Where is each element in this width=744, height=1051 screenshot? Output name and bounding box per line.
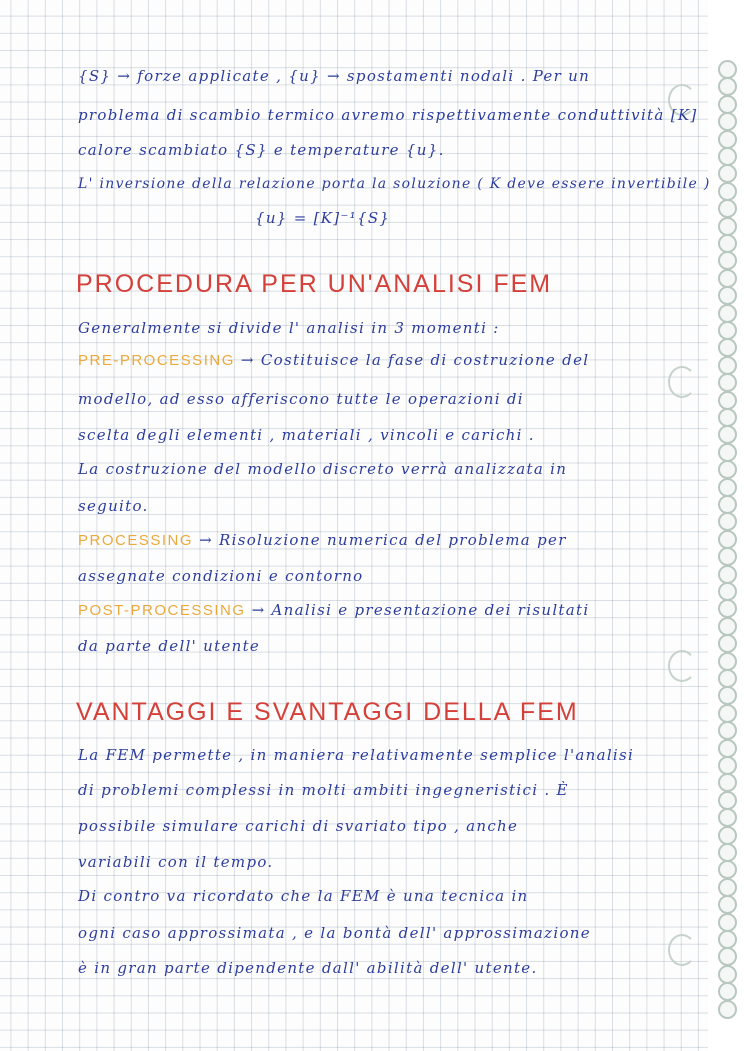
punch-hole — [718, 617, 737, 636]
punch-hole — [718, 356, 737, 375]
punch-hole — [718, 147, 737, 166]
processing-label: PROCESSING — [78, 532, 194, 549]
punch-hole — [718, 878, 737, 897]
punch-hole — [718, 930, 737, 949]
text-fragment: → Risoluzione numerica del problema per — [193, 531, 567, 549]
text-line: ogni caso approssimata , e la bontà dell' approssimazione — [78, 924, 591, 942]
punch-hole — [718, 182, 737, 201]
punch-hole — [718, 965, 737, 984]
punch-hole — [718, 652, 737, 671]
punch-hole — [718, 495, 737, 514]
ring-hole — [668, 366, 696, 398]
punch-hole — [718, 321, 737, 340]
post-processing-line — [78, 600, 589, 621]
punch-hole — [718, 1000, 737, 1019]
text-line: modello, ad esso afferiscono tutte le operazioni di — [78, 390, 524, 408]
punch-hole — [718, 60, 737, 79]
text-fragment: → Analisi e presentazione dei risultati — [245, 601, 590, 619]
punch-hole — [718, 95, 737, 114]
punch-hole — [718, 217, 737, 236]
punch-hole — [718, 565, 737, 584]
punch-hole — [718, 478, 737, 497]
pre-processing-line — [78, 350, 589, 371]
processing-line — [78, 530, 567, 551]
section-heading: VANTAGGI E SVANTAGGI DELLA FEM — [76, 698, 579, 726]
text-line: assegnate condizioni e contorno — [78, 567, 364, 585]
text-line: La costruzione del modello discreto verrà analizzata in — [78, 460, 568, 478]
punch-hole — [718, 669, 737, 688]
text-line: L' inversione della relazione porta la soluzione ( K deve essere invertibile ) — [78, 176, 711, 192]
text-line: variabili con il tempo. — [78, 853, 274, 871]
punch-hole — [718, 843, 737, 862]
punch-hole — [718, 756, 737, 775]
text-line: {S} → forze applicate , {u} → spostamenti nodali . Per un — [78, 67, 591, 85]
text-fragment: → Costituisce la fase di costruzione del — [234, 351, 590, 369]
text-line: seguito. — [78, 497, 149, 515]
punch-hole — [718, 530, 737, 549]
text-line: calore scambiato {S} e temperature {u}. — [78, 141, 445, 159]
post-processing-label: POST-PROCESSING — [78, 602, 246, 619]
text-line: Di contro va ricordato che la FEM è una tecnica in — [78, 887, 529, 905]
text-line: di problemi complessi in molti ambiti ingegneristici . È — [78, 781, 569, 799]
punch-hole — [718, 443, 737, 462]
punch-hole — [718, 913, 737, 932]
ring-hole — [668, 934, 696, 966]
punch-hole — [718, 130, 737, 149]
text-line: possibile simulare carichi di svariato tipo , anche — [78, 817, 519, 835]
text-line: problema di scambio termico avremo rispettivamente conduttività [K] — [78, 106, 698, 124]
pre-processing-label: PRE-PROCESSING — [78, 352, 235, 369]
punch-hole — [718, 704, 737, 723]
ring-hole — [668, 650, 696, 682]
text-line: da parte dell' utente — [78, 637, 261, 655]
text-line: Generalmente si divide l' analisi in 3 momenti : — [78, 319, 500, 337]
punch-hole — [718, 582, 737, 601]
text-line: La FEM permette , in maniera relativamente semplice l'analisi — [78, 746, 635, 764]
punch-hole — [718, 739, 737, 758]
text-line: scelta degli elementi , materiali , vincoli e carichi . — [78, 426, 535, 444]
punch-hole — [718, 269, 737, 288]
section-heading: PROCEDURA PER UN'ANALISI FEM — [76, 270, 553, 298]
punch-hole — [718, 304, 737, 323]
punch-hole — [718, 391, 737, 410]
punch-hole — [718, 408, 737, 427]
punch-hole — [718, 791, 737, 810]
punch-hole — [718, 826, 737, 845]
text-line: è in gran parte dipendente dall' abilità dell' utente. — [78, 959, 538, 977]
punch-hole — [718, 234, 737, 253]
formula: {u} = [K]⁻¹{S} — [255, 209, 391, 227]
